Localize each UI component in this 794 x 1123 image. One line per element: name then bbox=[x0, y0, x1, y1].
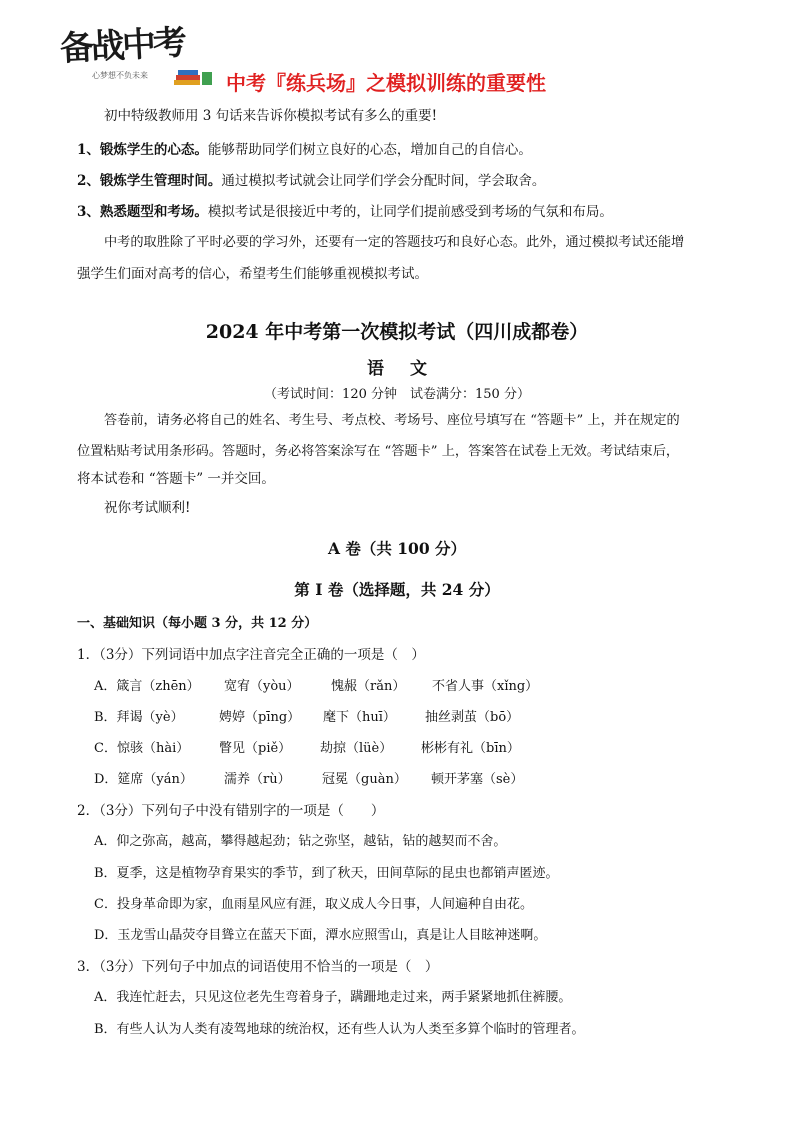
q2-option-d: D．玉龙雪山晶荧夺目聳立在蓝天下面，潭水应照雪山，真是让人目眩神迷啊。 bbox=[94, 928, 547, 943]
q1-option-b-1: B．拜谒（yè） bbox=[94, 710, 184, 725]
q1-option-d-2: 濡养（rù） bbox=[224, 772, 291, 787]
q1-option-c-2: 瞥见（piě） bbox=[219, 741, 292, 756]
q2-option-c: C．投身革命即为家，血雨星风应有涯，取义成人今日事，人间遍种自由花。 bbox=[94, 897, 533, 912]
q1-option-c-3: 劫掠（lüè） bbox=[320, 741, 393, 756]
question-2-stem: 2．（3分）下列句子中没有错别字的一项是（ ） bbox=[77, 803, 385, 819]
q1-option-a-4: 不省人事（xǐng） bbox=[432, 679, 539, 694]
q2-option-a: A．仰之弥高，越高，攀得越起劲；钻之弥坚，越钻，钻的越契而不舍。 bbox=[94, 834, 507, 849]
part-a-heading: A 卷（共 100 分） bbox=[327, 539, 467, 558]
logo-text: 备战中考 bbox=[59, 22, 185, 70]
exam-wish: 祝你考试顺利! bbox=[104, 500, 191, 516]
q1-option-b-4: 抽丝剥茧（bō） bbox=[425, 710, 520, 725]
point-body: 能够帮助同学们树立良好的心态，增加自己的自信心。 bbox=[207, 142, 532, 158]
q1-option-d-4: 顿开茅塞（sè） bbox=[431, 772, 524, 787]
q1-option-a-1: A．箴言（zhēn） bbox=[94, 679, 200, 694]
question-3-stem: 3．（3分）下列句子中加点的词语使用不恰当的一项是（ ） bbox=[77, 959, 439, 975]
exam-notice-line-1: 答卷前，请务必将自己的姓名、考生号、考点校、考场号、座位号填写在 “答题卡” 上，并在规定的 bbox=[104, 413, 680, 428]
intro-closing-line-2: 强学生们面对高考的信心，希望考生们能够重视模拟考试。 bbox=[77, 266, 428, 282]
point-heading: 1、锻炼学生的心态。 bbox=[77, 142, 208, 158]
intro-point-1 bbox=[77, 140, 532, 160]
exam-subject: 语文 bbox=[367, 359, 453, 379]
exam-title: 2024 年中考第一次模拟考试（四川成都卷） bbox=[205, 321, 589, 343]
q1-option-d-1: D．筵席（yán） bbox=[94, 772, 193, 787]
exam-notice-line-3: 将本试卷和 “答题卡” 一并交回。 bbox=[77, 471, 275, 487]
q1-option-c-1: C．惊骇（hài） bbox=[94, 741, 190, 756]
q1-option-b-3: 麾下（huī） bbox=[323, 710, 396, 725]
q1-option-b-2: 娉婷（pīng） bbox=[219, 710, 301, 725]
point-body: 通过模拟考试就会让同学们学会分配时间，学会取舍。 bbox=[221, 173, 546, 189]
q2-option-b: B．夏季，这是植物孕育果实的季节，到了秋天，田间草际的昆虫也都销声匿迹。 bbox=[94, 866, 559, 881]
intro-point-2 bbox=[77, 171, 545, 191]
exam-meta: （考试时间：120 分钟 试卷满分：150 分） bbox=[264, 387, 530, 402]
section-1-heading: 一、基础知识（每小题 3 分，共 12 分） bbox=[77, 616, 318, 631]
q3-option-a: A．我连忙赶去，只见这位老先生弯着身子，蹒跚地走过来，两手紧紧地抓住裤腰。 bbox=[94, 990, 572, 1005]
part-i-heading: 第 I 卷（选择题，共 24 分） bbox=[294, 580, 500, 599]
q1-option-a-3: 愧赧（rǎn） bbox=[331, 679, 406, 694]
intro-closing-line-1: 中考的取胜除了平时必要的学习外，还要有一定的答题技巧和良好心态。此外，通过模拟考试还能增 bbox=[104, 235, 685, 250]
banner-title: 中考『练兵场』之模拟训练的重要性 bbox=[226, 71, 546, 95]
point-body: 模拟考试是很接近中考的，让同学们提前感受到考场的气氛和布局。 bbox=[207, 204, 613, 220]
question-1-stem: 1．（3分）下列词语中加点字注音完全正确的一项是（ ） bbox=[77, 647, 425, 663]
exam-notice-line-2: 位置粘贴考试用条形码。答题时，务必将答案涂写在 “答题卡” 上，答案答在试卷上无效。考试结束后， bbox=[77, 444, 680, 459]
q1-option-c-4: 彬彬有礼（bīn） bbox=[421, 741, 520, 756]
logo bbox=[59, 22, 216, 88]
q3-option-b: B．有些人认为人类有凌驾地球的统治权，还有些人认为人类至多算个临时的管理者。 bbox=[94, 1022, 585, 1037]
q1-option-a-2: 宽宥（yòu） bbox=[224, 679, 300, 694]
books-icon bbox=[172, 66, 216, 88]
point-heading: 3、熟悉题型和考场。 bbox=[77, 204, 208, 220]
point-heading: 2、锻炼学生管理时间。 bbox=[77, 173, 222, 189]
logo-subtitle: 心梦想不负未来 bbox=[92, 71, 148, 80]
q1-option-d-3: 冠冕（guàn） bbox=[322, 772, 407, 787]
intro-point-3 bbox=[77, 202, 613, 222]
intro-lead: 初中特级教师用 3 句话来告诉你模拟考试有多么的重要! bbox=[104, 108, 438, 124]
